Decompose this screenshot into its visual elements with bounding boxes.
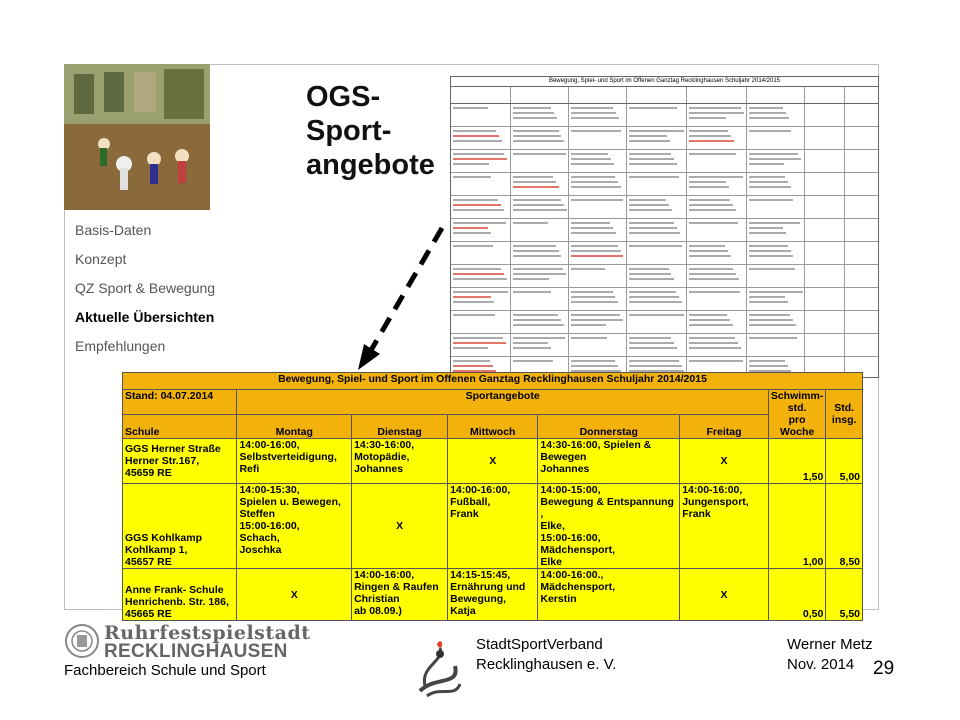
org-line-2: Recklinghausen e. V. (476, 656, 617, 673)
cell-mittwoch: X (448, 439, 538, 484)
std-header: Std. insg. (826, 390, 863, 439)
cell-std: 8,50 (826, 484, 863, 569)
cell-schwimm: 0,50 (768, 569, 826, 621)
slide-title-line: angebote (306, 149, 435, 181)
logo-line-2: RECKLINGHAUSEN (104, 641, 288, 662)
cell-freitag: X (680, 439, 769, 484)
nav-item-aktuelle-uebersichten[interactable]: Aktuelle Übersichten (75, 309, 215, 325)
table-title: Bewegung, Spiel- und Sport im Offenen Ganztag Recklinghausen Schuljahr 2014/2015 (123, 373, 863, 390)
col-dienstag: Dienstag (352, 414, 448, 439)
department-label: Fachbereich Schule und Sport (64, 662, 266, 679)
presentation-date: Nov. 2014 (787, 656, 855, 673)
cell-montag: X (237, 569, 352, 621)
cell-schule: Anne Frank- Schule Henrichenb. Str. 186, 45665 RE (123, 569, 237, 621)
schwimm-header: Schwimm- std. pro Woche (768, 390, 826, 439)
thumbnail-title: Bewegung, Spiel- und Sport im Offenen Ganztag Recklinghausen Schuljahr 2014/2015 (451, 77, 878, 87)
cell-donnerstag: 14:00-16:00., Mädchensport, Kerstin (538, 569, 680, 621)
author-name: Werner Metz (787, 636, 873, 653)
cell-montag: 14:00-15:30, Spielen u. Bewegen, Steffen 15:00-16:00, Schach, Joschka (237, 484, 352, 569)
cell-montag: 14:00-16:00, Selbstverteidigung, Refi (237, 439, 352, 484)
col-schule: Schule (123, 414, 237, 439)
city-seal-icon (64, 623, 100, 664)
table-row (123, 569, 863, 621)
cell-std: 5,50 (826, 569, 863, 621)
cell-schwimm: 1,50 (768, 439, 826, 484)
nav-item-basis-daten[interactable]: Basis-Daten (75, 222, 152, 238)
cell-donnerstag: 14:00-15:00, Bewegung & Entspannung , Elke, 15:00-16:00, Mädchensport, Elke (538, 484, 680, 569)
nav-item-qz-sport[interactable]: QZ Sport & Bewegung (75, 280, 216, 296)
table-row (123, 439, 863, 484)
ssv-logo-icon (415, 636, 465, 705)
cell-mittwoch: 14:15-15:45, Ernährung und Bewegung, Katja (448, 569, 538, 621)
cell-mittwoch: 14:00-16:00, Fußball, Frank (448, 484, 538, 569)
sport-schedule-table (122, 372, 863, 621)
col-freitag: Freitag (680, 414, 769, 439)
page-number: 29 (873, 658, 895, 679)
nav-item-empfehlungen[interactable]: Empfehlungen (75, 338, 166, 354)
cell-schule: GGS Kohlkamp Kohlkamp 1, 45657 RE (123, 484, 237, 569)
cell-dienstag: X (352, 484, 448, 569)
col-mittwoch: Mittwoch (448, 414, 538, 439)
table-row (123, 484, 863, 569)
org-line-1: StadtSportVerband (476, 636, 603, 653)
col-donnerstag: Donnerstag (538, 414, 680, 439)
sportangebote-header: Sportangebote (237, 390, 768, 415)
stand-date: Stand: 04.07.2014 (123, 390, 237, 415)
cell-donnerstag: 14:30-16:00, Spielen & Bewegen Johannes (538, 439, 680, 484)
cell-freitag: 14:00-16:00, Jungensport, Frank (680, 484, 769, 569)
slide-title-line: OGS- (306, 81, 381, 113)
slide-title-line: Sport- (306, 115, 392, 147)
col-montag: Montag (237, 414, 352, 439)
cell-schwimm: 1,00 (768, 484, 826, 569)
cell-dienstag: 14:30-16:00, Motopädie, Johannes (352, 439, 448, 484)
logo-line-1: Ruhrfestspielstadt (104, 622, 311, 644)
cell-schule: GGS Herner Straße Herner Str.167, 45659 RE (123, 439, 237, 484)
cell-std: 5,00 (826, 439, 863, 484)
nav-item-konzept[interactable]: Konzept (75, 251, 127, 267)
cell-dienstag: 14:00-16:00, Ringen & Raufen Christian ab 08.09.) (352, 569, 448, 621)
cell-freitag: X (680, 569, 769, 621)
